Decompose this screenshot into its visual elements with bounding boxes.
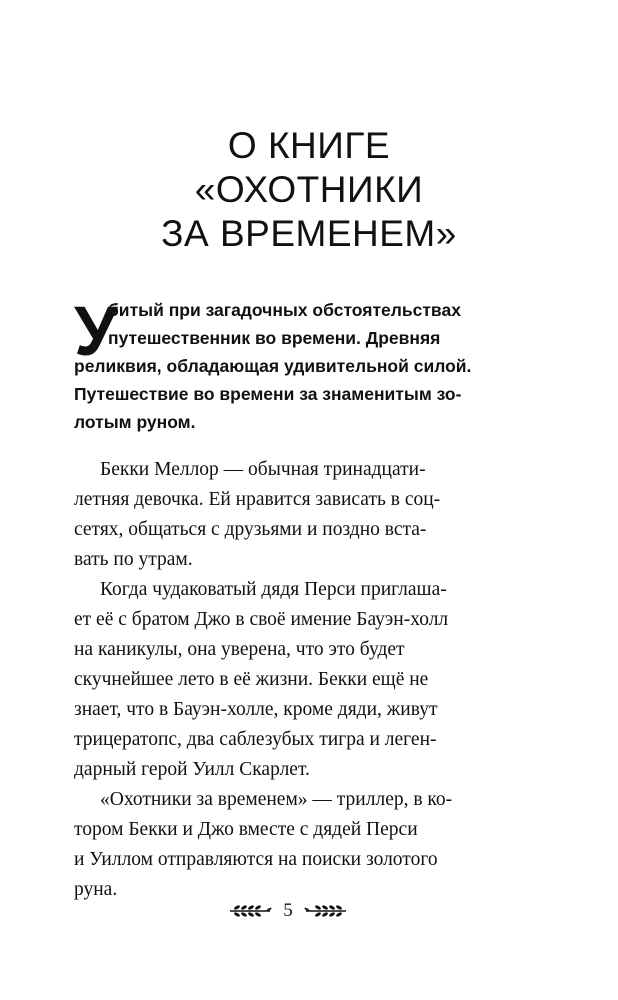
page-footer	[0, 896, 618, 926]
body-line-1: Бекки Меллор — обычная тринадцати-	[100, 459, 426, 480]
laurel-ornament-icon	[228, 903, 272, 919]
page-number: 5	[283, 900, 293, 921]
title-line-1: О КНИГЕ	[227, 125, 391, 166]
body-line-7: на каникулы, она уверена, что это будет	[74, 639, 405, 660]
lead-line-3: реликвия, обладающая удивительной силой.	[74, 356, 472, 376]
body-line-4: вать по утрам.	[74, 549, 193, 570]
body-line-8: скучнейшее лето в её жизни. Бекки ещё не	[74, 669, 429, 690]
lead-line-5: лотым руном.	[74, 412, 196, 432]
title-line-2: «ОХОТНИКИ	[194, 169, 424, 210]
body-line-2: летняя девочка. Ей нравится зависать в соц-	[74, 489, 441, 510]
body-line-12: «Охотники за временем» — триллер, в ко-	[100, 789, 453, 810]
body-line-13: тором Бекки и Джо вместе с дядей Перси	[74, 819, 418, 840]
body-line-6: ет её с братом Джо в своё имение Бауэн-холл	[74, 609, 449, 630]
body-line-5: Когда чудаковатый дядя Перси приглаша-	[100, 579, 447, 600]
lead-line-1: битый при загадочных обстоятельствах	[108, 300, 461, 320]
body-line-3: сетях, общаться с друзьями и поздно вста-	[74, 519, 427, 540]
body-line-15: руна.	[74, 879, 118, 900]
lead-line-2: путешественник во времени. Древняя	[108, 328, 441, 348]
laurel-ornament-icon	[304, 903, 348, 919]
body-line-9: знает, что в Бауэн-холле, кроме дяди, живут	[74, 699, 438, 720]
body-line-14: и Уиллом отправляются на поиски золотого	[74, 849, 438, 870]
page-title	[0, 124, 618, 256]
title-line-3: ЗА ВРЕМЕНЕМ»	[161, 213, 457, 254]
body-line-11: дарный герой Уилл Скарлет.	[74, 759, 310, 780]
body-line-10: трицератопс, два саблезубых тигра и леген-	[74, 729, 437, 750]
lead-line-4: Путешествие во времени за знаменитым зо-	[74, 384, 462, 404]
drop-cap: У	[74, 292, 118, 370]
